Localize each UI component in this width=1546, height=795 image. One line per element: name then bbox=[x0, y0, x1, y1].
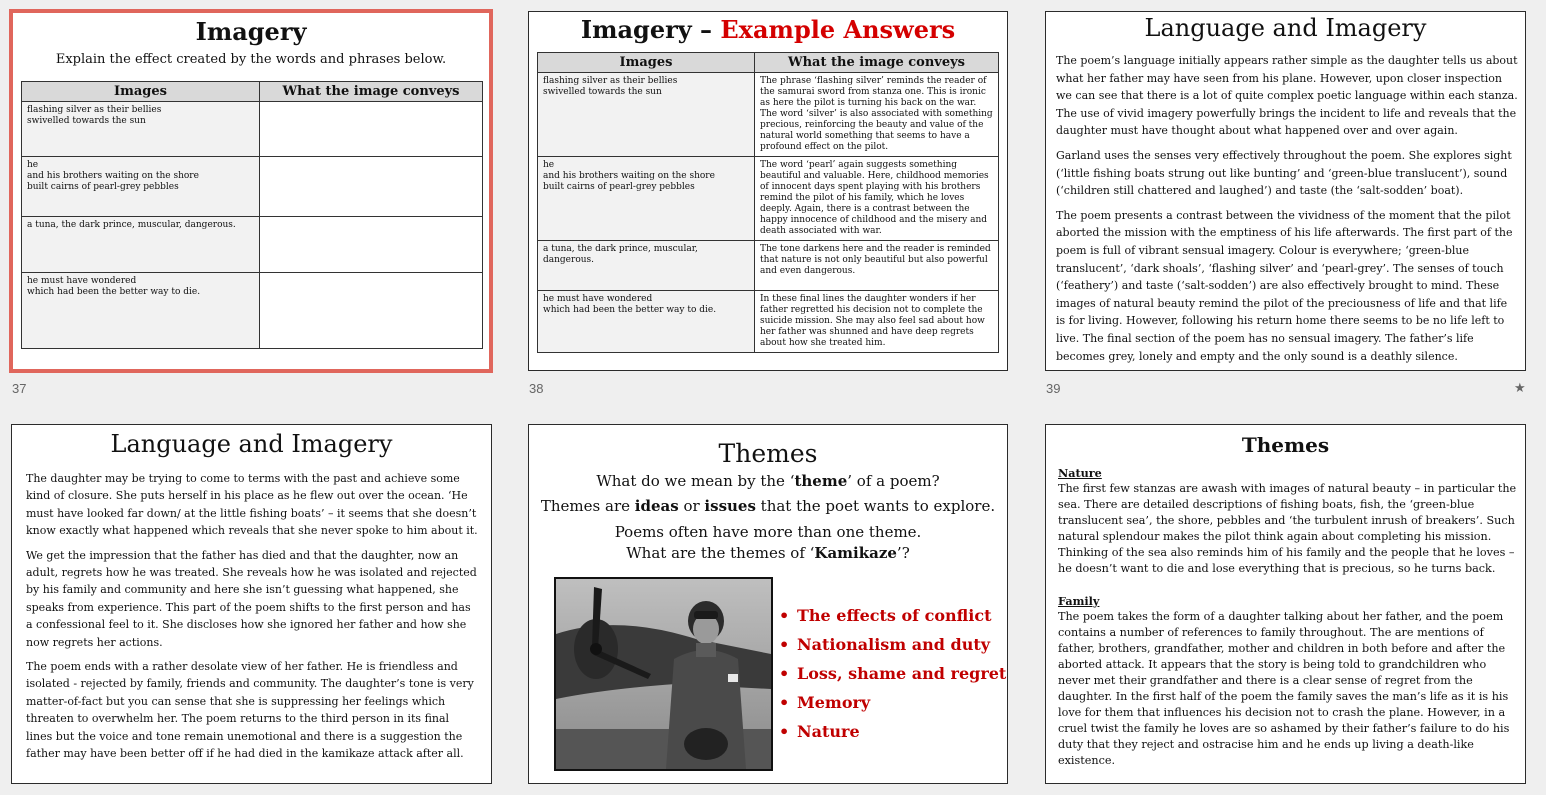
table-row bbox=[538, 73, 999, 157]
slide-title bbox=[529, 15, 1007, 44]
bullet-icon: • bbox=[779, 635, 790, 654]
slide-subtitle: Explain the effect created by the words and phrases below. bbox=[55, 52, 447, 67]
text-run: ’? bbox=[896, 544, 910, 562]
table-cell-conveys: The word ‘pearl’ again suggests something beautiful and valuable. Here, childhood memories of innocent days spent playing with his brothers remind the pilot of his family, which he loves deeply. Again, there is a contrast between the happy innocence of childhood and the misery and death associated with war. bbox=[755, 157, 999, 241]
column-header: What the image conveys bbox=[755, 53, 999, 73]
slide-title: Language and Imagery bbox=[1144, 14, 1427, 42]
table-header-row bbox=[538, 53, 999, 73]
table-cell-conveys: The tone darkens here and the reader is reminded that nature is not only beautiful but also powerful and even dangerous. bbox=[755, 241, 999, 291]
list-item-label: The effects of conflict bbox=[797, 606, 992, 625]
definition-line bbox=[529, 494, 1007, 519]
slide-thumbnail-41[interactable] bbox=[528, 424, 1008, 784]
table-row bbox=[538, 157, 999, 241]
table-cell-conveys bbox=[260, 273, 483, 349]
text-run-bold: issues bbox=[704, 497, 756, 515]
text-run: What do we mean by the ‘ bbox=[596, 472, 795, 490]
text-run: that the poet wants to explore. bbox=[755, 497, 996, 515]
list-item-label: Loss, shame and regret bbox=[797, 664, 1007, 683]
slide-body bbox=[1056, 52, 1518, 371]
list-item bbox=[779, 717, 1006, 746]
body-paragraph: The daughter may be trying to come to terms with the past and achieve some kind of closure. She puts herself in his place as he flew out over the ocean. ‘He must have looked far down/ at the little fishing boats’ – it seems that she doesn’t know exactly what happened which reveals that she never spoke to him about it. bbox=[26, 472, 478, 538]
list-item-label: Nationalism and duty bbox=[797, 635, 991, 654]
bullet-icon: • bbox=[779, 664, 790, 683]
slide-title: Themes bbox=[1241, 433, 1330, 457]
body-paragraph: The poem ends with a rather desolate view of her father. He is friendless and isolated - rejected by family, friends and community. The daughter’s tone is very matter-of-fact but you can sense that she is suppressing her feelings which threaten to overwhelm her. The poem returns to the third person in its final lines but the voice and tone remain unemotional and there is a suggestion the father may have been better off if he had died in the kamikaze attack after all. bbox=[26, 660, 474, 761]
body-paragraph: We get the impression that the father has died and that the daughter, now an adult, regrets how he was treated. She reveals how he was isolated and rejected by his family and community and here she isn’t guessing what happened, she speaks from experience. This part of the poem shifts to the first person and has a confessional feel to it. She discloses how she ignored her father and how she now regrets her actions. bbox=[26, 548, 477, 649]
table-cell-image: he must have wondered which had been the better way to die. bbox=[22, 273, 260, 349]
body-paragraph: The poem’s language initially appears rather simple as the daughter tells us about what her father may have seen from his plane. However, upon closer inspection we can see that there is a lot of quite complex poetic language within each stanza. The use of vivid imagery powerfully brings the incident to life and reveals that the daughter must have thought about what happened over and over again. bbox=[1056, 54, 1518, 138]
column-header: Images bbox=[538, 53, 755, 73]
pilot-photo bbox=[554, 577, 773, 771]
table-cell-image: a tuna, the dark prince, muscular, dangerous. bbox=[538, 241, 755, 291]
bullet-icon: • bbox=[779, 606, 790, 625]
pilot-photo-graphic bbox=[556, 579, 771, 769]
text-run-bold: theme bbox=[794, 472, 848, 490]
slide-thumbnail-42[interactable] bbox=[1045, 424, 1526, 784]
slide-number: 39 bbox=[1046, 381, 1061, 396]
section-text: The first few stanzas are awash with images of natural beauty – in particular the sea. There are detailed descriptions of fishing boats, fish, the ‘green-blue translucent sea’, the shore, pebbles and ‘the turbulent inrush of breakers’. Such natural splendour makes the pilot think again about completing his mission. Thinking of the sea also reminds him of his family and the people that he loves – he doesn’t want to die and lose everything that is precious, so he turns back. bbox=[1058, 482, 1517, 575]
slide-thumbnail-37[interactable] bbox=[10, 10, 492, 372]
table-cell-conveys bbox=[260, 157, 483, 217]
list-item bbox=[779, 630, 1006, 659]
table-row bbox=[22, 217, 483, 273]
table-row bbox=[22, 273, 483, 349]
imagery-answers-table bbox=[537, 52, 999, 353]
intro-text bbox=[529, 469, 1007, 562]
table-cell-image: he must have wondered which had been the better way to die. bbox=[538, 291, 755, 353]
table-cell-image: he and his brothers waiting on the shore built cairns of pearl-grey pebbles bbox=[538, 157, 755, 241]
table-header-row bbox=[22, 82, 483, 102]
slide-title: Imagery bbox=[195, 17, 307, 46]
list-item bbox=[779, 688, 1006, 717]
question-line bbox=[529, 469, 1007, 494]
title-main: Imagery – bbox=[580, 15, 721, 44]
list-item-label: Memory bbox=[797, 693, 871, 712]
slide-number: 37 bbox=[12, 381, 27, 396]
slide-thumbnail-38[interactable] bbox=[528, 11, 1008, 371]
table-cell-conveys: The phrase ‘flashing silver’ reminds the reader of the samurai sword from stanza one. This is ironic as here the pilot is turning his back on the war. The word ‘silver’ is also associated with something precious, reinforcing the beauty and value of the natural world something that seems to have a profound effect on the pilot. bbox=[755, 73, 999, 157]
column-header: Images bbox=[22, 82, 260, 102]
imagery-table bbox=[21, 81, 483, 349]
themes-list bbox=[779, 601, 1006, 746]
table-row bbox=[538, 241, 999, 291]
table-row bbox=[22, 157, 483, 217]
note-line: Poems often have more than one theme. bbox=[614, 523, 922, 541]
section-heading: Family bbox=[1058, 594, 1100, 608]
slide-thumbnail-39[interactable] bbox=[1045, 11, 1526, 371]
slide-title: Themes bbox=[718, 439, 818, 468]
star-icon[interactable]: ★ bbox=[1514, 381, 1526, 396]
bullet-icon: • bbox=[779, 722, 790, 741]
text-run: Themes are bbox=[540, 497, 635, 515]
text-run: ’ of a poem? bbox=[847, 472, 940, 490]
list-item-label: Nature bbox=[797, 722, 860, 741]
body-paragraph: The poem presents a contrast between the vividness of the moment that the pilot aborted the mission with the emptiness of his life afterwards. The first part of the poem is full of vibrant sensual imagery. Colour is everywhere; ‘green-blue translucent’, ‘dark shoals’, ‘flashing silver’ and ‘pearl-grey’. The senses of touch (‘feathery’) and taste (‘salt-sodden’) are also effectively brought to mind. These images of natural beauty remind the pilot of the preciousness of life and that life is for living. However, following his return home there seems to be no life left to live. The final section of the poem has no sensual imagery. The father’s life becomes grey, lonely and empty and the only sound is a deathly silence. bbox=[1056, 208, 1513, 363]
table-cell-image: he and his brothers waiting on the shore built cairns of pearl-grey pebbles bbox=[22, 157, 260, 217]
slide-body bbox=[26, 470, 478, 770]
slide-body bbox=[1058, 465, 1518, 769]
table-cell-image: flashing silver as their bellies swivelled towards the sun bbox=[22, 102, 260, 157]
table-cell-image: flashing silver as their bellies swivelled towards the sun bbox=[538, 73, 755, 157]
table-cell-image: a tuna, the dark prince, muscular, dangerous. bbox=[22, 217, 260, 273]
section-heading: Nature bbox=[1058, 466, 1102, 480]
text-run-bold: ideas bbox=[634, 497, 679, 515]
slide-thumbnail-40[interactable] bbox=[11, 424, 492, 784]
title-accent: Example Answers bbox=[720, 15, 956, 44]
table-row bbox=[22, 102, 483, 157]
list-item bbox=[779, 659, 1006, 688]
section-text: The poem takes the form of a daughter talking about her father, and the poem contains a number of references to family throughout. The are mentions of father, brothers, grandfather, mother and children in both before and after the aborted attack. It appears that the story is being told to grandchildren who never met their grandfather and there is a clear sense of regret from the daughter. In the first half of the poem the family saves the man’s life as it is his love for them that influences his decision not to crash the plane. However, in a cruel twist the family he loves are so ashamed by their father’s failure to do his duty that they reject and ostracise him and he ends up living a death-like existence. bbox=[1058, 610, 1510, 767]
text-run: What are the themes of ‘ bbox=[626, 544, 815, 562]
table-cell-conveys bbox=[260, 217, 483, 273]
text-run-bold: Kamikaze bbox=[814, 544, 897, 562]
bullet-icon: • bbox=[779, 693, 790, 712]
slide-title: Language and Imagery bbox=[110, 430, 393, 458]
column-header: What the image conveys bbox=[260, 82, 483, 102]
table-row bbox=[538, 291, 999, 353]
table-cell-conveys: In these final lines the daughter wonders if her father regretted his decision not to complete the suicide mission. She may also feel sad about how her father was shunned and have deep regrets about how she treated him. bbox=[755, 291, 999, 353]
text-run: or bbox=[678, 497, 705, 515]
body-paragraph: Garland uses the senses very effectively throughout the poem. She explores sight (‘little fishing boats strung out like bunting’ and ‘green-blue translucent’), sound (‘children still chattered and laughed’) and taste (the ‘salt-sodden’ boat). bbox=[1056, 148, 1512, 198]
slide-number: 38 bbox=[529, 381, 544, 396]
table-cell-conveys bbox=[260, 102, 483, 157]
list-item bbox=[779, 601, 1006, 630]
prompt-line bbox=[529, 544, 1007, 562]
